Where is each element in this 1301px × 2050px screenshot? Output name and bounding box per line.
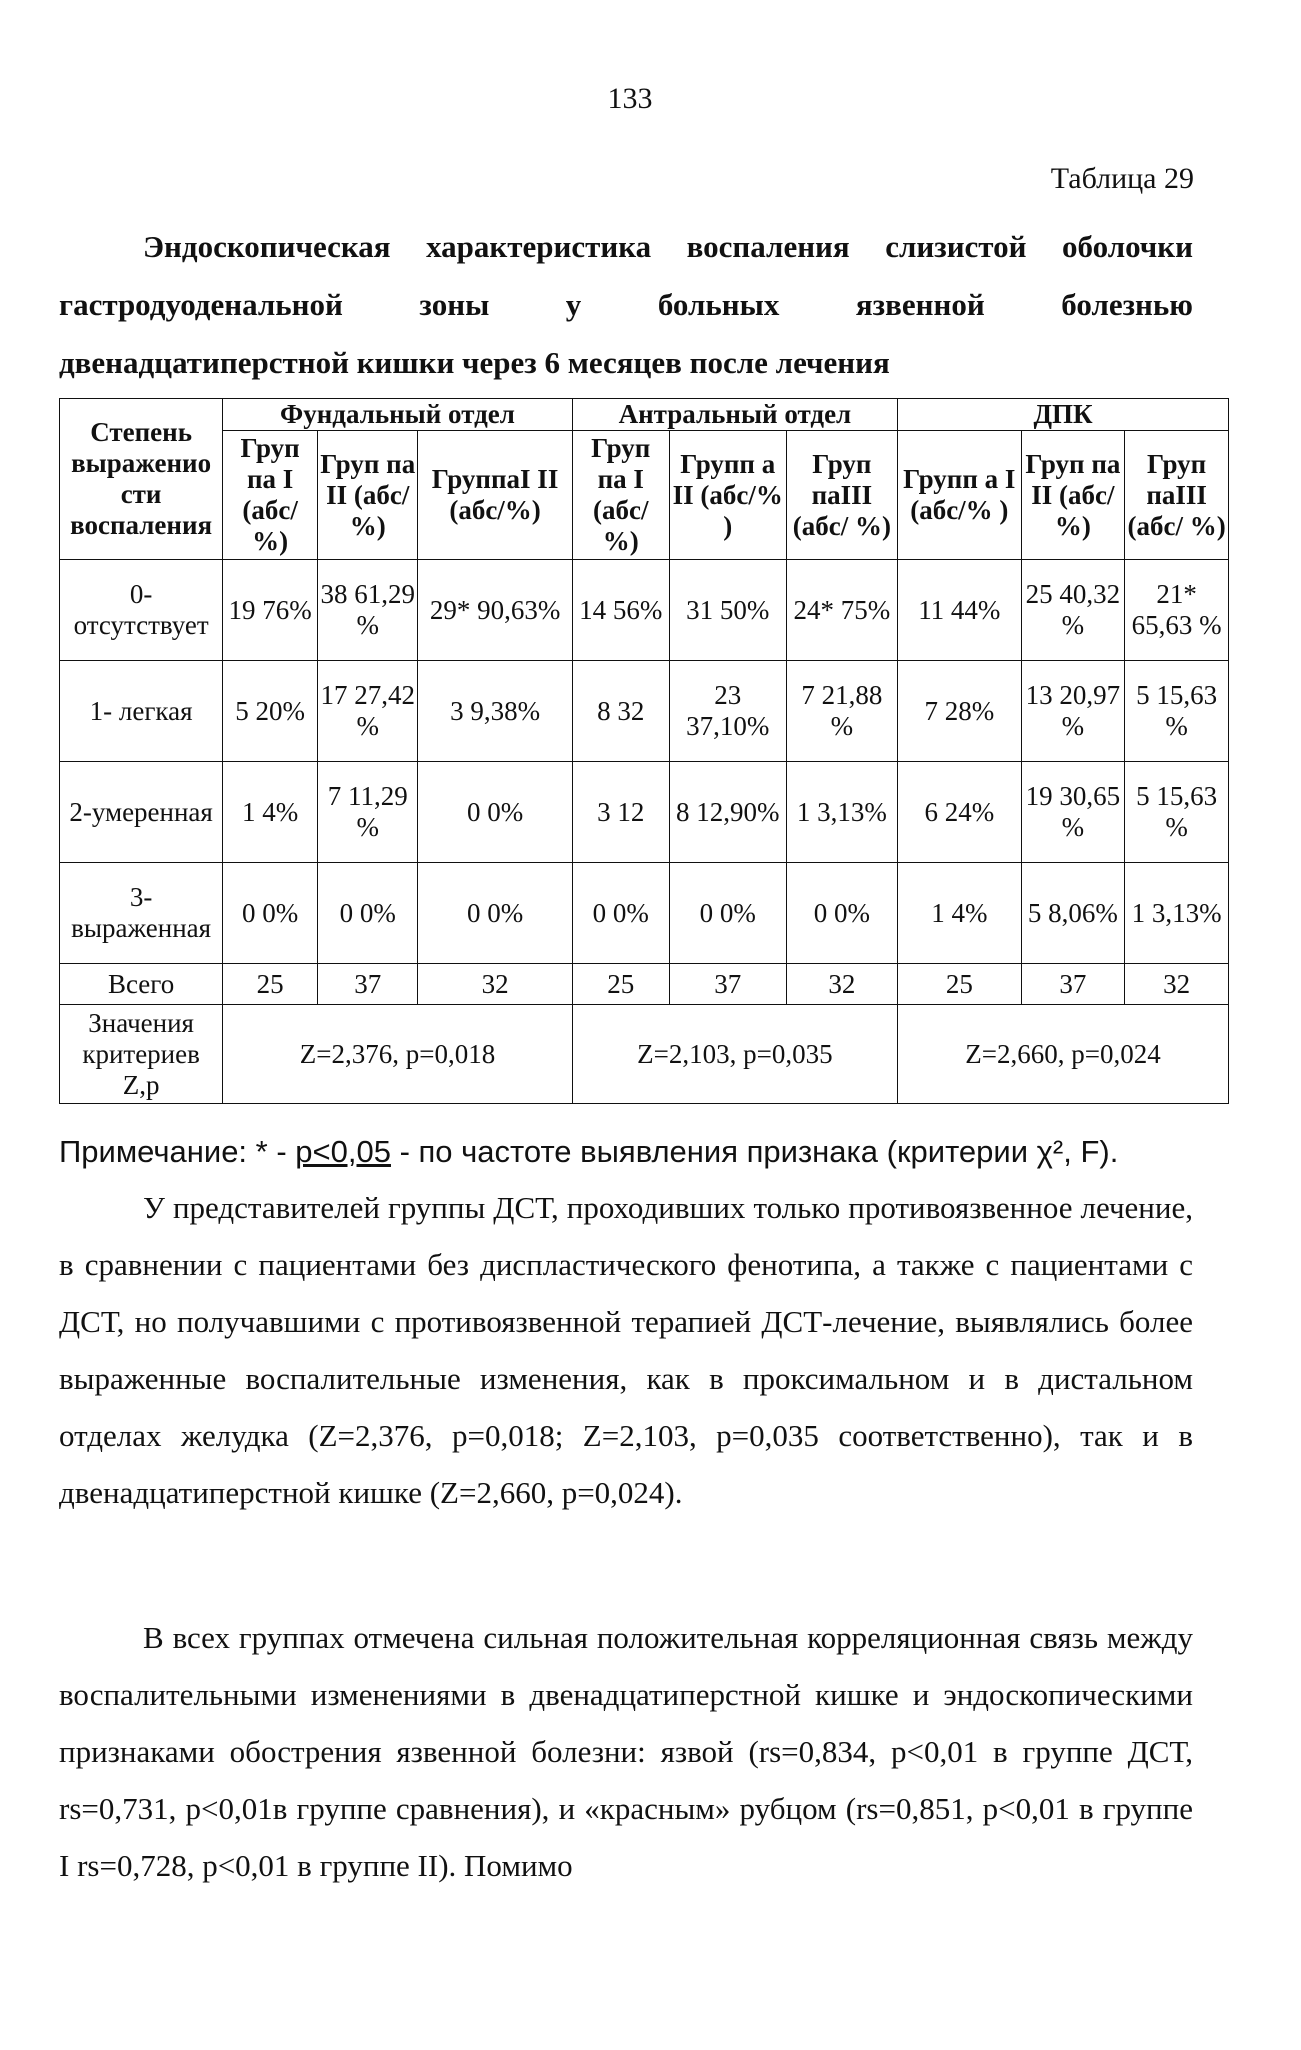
table-cell: 0 0%	[669, 863, 786, 964]
table-cell: 8 32	[572, 661, 669, 762]
table-cell: 0 0%	[223, 863, 318, 964]
table-cell: 7 28%	[898, 661, 1022, 762]
group-header: Груп па I (абс/ %)	[572, 431, 669, 560]
section-header: ДПК	[898, 399, 1229, 431]
row-header: Степень выраженио сти воспаления	[60, 399, 223, 560]
row-label: 0- отсутствует	[60, 560, 223, 661]
group-header: ГруппаI II (абс/%)	[418, 431, 572, 560]
criteria-label: Значения критериев Z,p	[60, 1005, 223, 1104]
criteria-cell: Z=2,376, p=0,018	[223, 1005, 573, 1104]
row-label: 1- легкая	[60, 661, 223, 762]
table-row	[60, 661, 1229, 762]
table-cell: 1 4%	[223, 762, 318, 863]
table-cell: 17 27,42 %	[318, 661, 418, 762]
table-cell: 5 15,63 %	[1125, 762, 1229, 863]
table-cell: 0 0%	[418, 863, 572, 964]
criteria-cell: Z=2,103, p=0,035	[572, 1005, 897, 1104]
table-cell: 31 50%	[669, 560, 786, 661]
data-table	[59, 398, 1229, 1104]
note-suffix: - по частоте выявления признака (критерии χ², F).	[390, 1134, 1119, 1169]
section-header: Фундальный отдел	[223, 399, 573, 431]
table-cell: 5 20%	[223, 661, 318, 762]
group-header: Груп па I (абс/ %)	[223, 431, 318, 560]
group-header: Груп па II (абс/ %)	[1021, 431, 1125, 560]
table-cell: 1 3,13%	[786, 762, 897, 863]
table-cell: 29* 90,63%	[418, 560, 572, 661]
table-cell: 1 4%	[898, 863, 1022, 964]
group-header: Груп паIII (абс/ %)	[1125, 431, 1229, 560]
table-row	[60, 762, 1229, 863]
note-significance: p<0,05	[295, 1134, 391, 1169]
row-label: 2-умеренная	[60, 762, 223, 863]
table-cell: 3 12	[572, 762, 669, 863]
table-cell: 25 40,32 %	[1021, 560, 1125, 661]
table-cell: 21* 65,63 %	[1125, 560, 1229, 661]
section-header: Антральный отдел	[572, 399, 897, 431]
table-note	[59, 1134, 1118, 1170]
table-cell: 8 12,90%	[669, 762, 786, 863]
table-title	[59, 218, 1193, 392]
table-cell: 0 0%	[318, 863, 418, 964]
page-number: 133	[607, 82, 653, 115]
paragraph: У представителей группы ДСТ, проходивших только противоязвенное лечение, в сравнении с пациентами без диспластического фенотипа, а также с пациентами с ДСТ, но получавшими с противоязвенной терапией ДСТ-лечение, выявлялись более выраженные воспалительные изменения, как в проксимальном и в дистальном отделах желудка (Z=2,376, p=0,018; Z=2,103, p=0,035 соответственно), так и в двенадцатиперстной кишке (Z=2,660, p=0,024).	[59, 1190, 1193, 1510]
table-cell: 11 44%	[898, 560, 1022, 661]
criteria-cell: Z=2,660, p=0,024	[898, 1005, 1229, 1104]
table-title-line-1: Эндоскопическая характеристика воспаления слизистой оболочки	[143, 229, 1193, 264]
total-cell: 32	[786, 964, 897, 1005]
table-row	[60, 560, 1229, 661]
table-row	[60, 863, 1229, 964]
table-cell: 13 20,97 %	[1021, 661, 1125, 762]
table-cell: 1 3,13%	[1125, 863, 1229, 964]
total-cell: 25	[898, 964, 1022, 1005]
note-prefix: Примечание: * -	[59, 1134, 296, 1169]
table-cell: 7 21,88 %	[786, 661, 897, 762]
group-header: Групп а II (абс/% )	[669, 431, 786, 560]
table-cell: 0 0%	[572, 863, 669, 964]
total-cell: 32	[1125, 964, 1229, 1005]
total-cell: 25	[572, 964, 669, 1005]
table-cell: 5 15,63 %	[1125, 661, 1229, 762]
table-cell: 23 37,10%	[669, 661, 786, 762]
group-header: Групп а I (абс/% )	[898, 431, 1022, 560]
total-cell: 37	[318, 964, 418, 1005]
table-cell: 5 8,06%	[1021, 863, 1125, 964]
table-cell: 6 24%	[898, 762, 1022, 863]
table-cell: 24* 75%	[786, 560, 897, 661]
group-header: Груп паIII (абс/ %)	[786, 431, 897, 560]
total-cell: 25	[223, 964, 318, 1005]
total-cell: 37	[1021, 964, 1125, 1005]
table-cell: 3 9,38%	[418, 661, 572, 762]
table-title-line-3: двенадцатиперстной кишки через 6 месяцев после лечения	[59, 345, 890, 380]
table-cell: 19 76%	[223, 560, 318, 661]
total-cell: 32	[418, 964, 572, 1005]
table-cell: 0 0%	[786, 863, 897, 964]
table-cell: 19 30,65 %	[1021, 762, 1125, 863]
group-header: Груп па II (абс/ %)	[318, 431, 418, 560]
table-caption: Таблица 29	[1050, 162, 1194, 195]
table-cell: 38 61,29 %	[318, 560, 418, 661]
table-cell: 7 11,29 %	[318, 762, 418, 863]
total-label: Всего	[60, 964, 223, 1005]
paragraph: В всех группах отмечена сильная положительная корреляционная связь между воспалительными изменениями в двенадцатиперстной кишке и эндоскопическими признаками обострения язвенной болезни: язвой (rs=0,834, p<0,01 в группе ДСТ, rs=0,731, p<0,01в группе сравнения), и «красным» рубцом (rs=0,851, p<0,01 в группе I rs=0,728, p<0,01 в группе II). Помимо	[59, 1620, 1193, 1883]
row-label: 3- выраженная	[60, 863, 223, 964]
table-cell: 0 0%	[418, 762, 572, 863]
table-title-line-2: гастродуоденальной зоны у больных язвенной болезнью	[59, 287, 1193, 322]
table-cell: 14 56%	[572, 560, 669, 661]
total-cell: 37	[669, 964, 786, 1005]
